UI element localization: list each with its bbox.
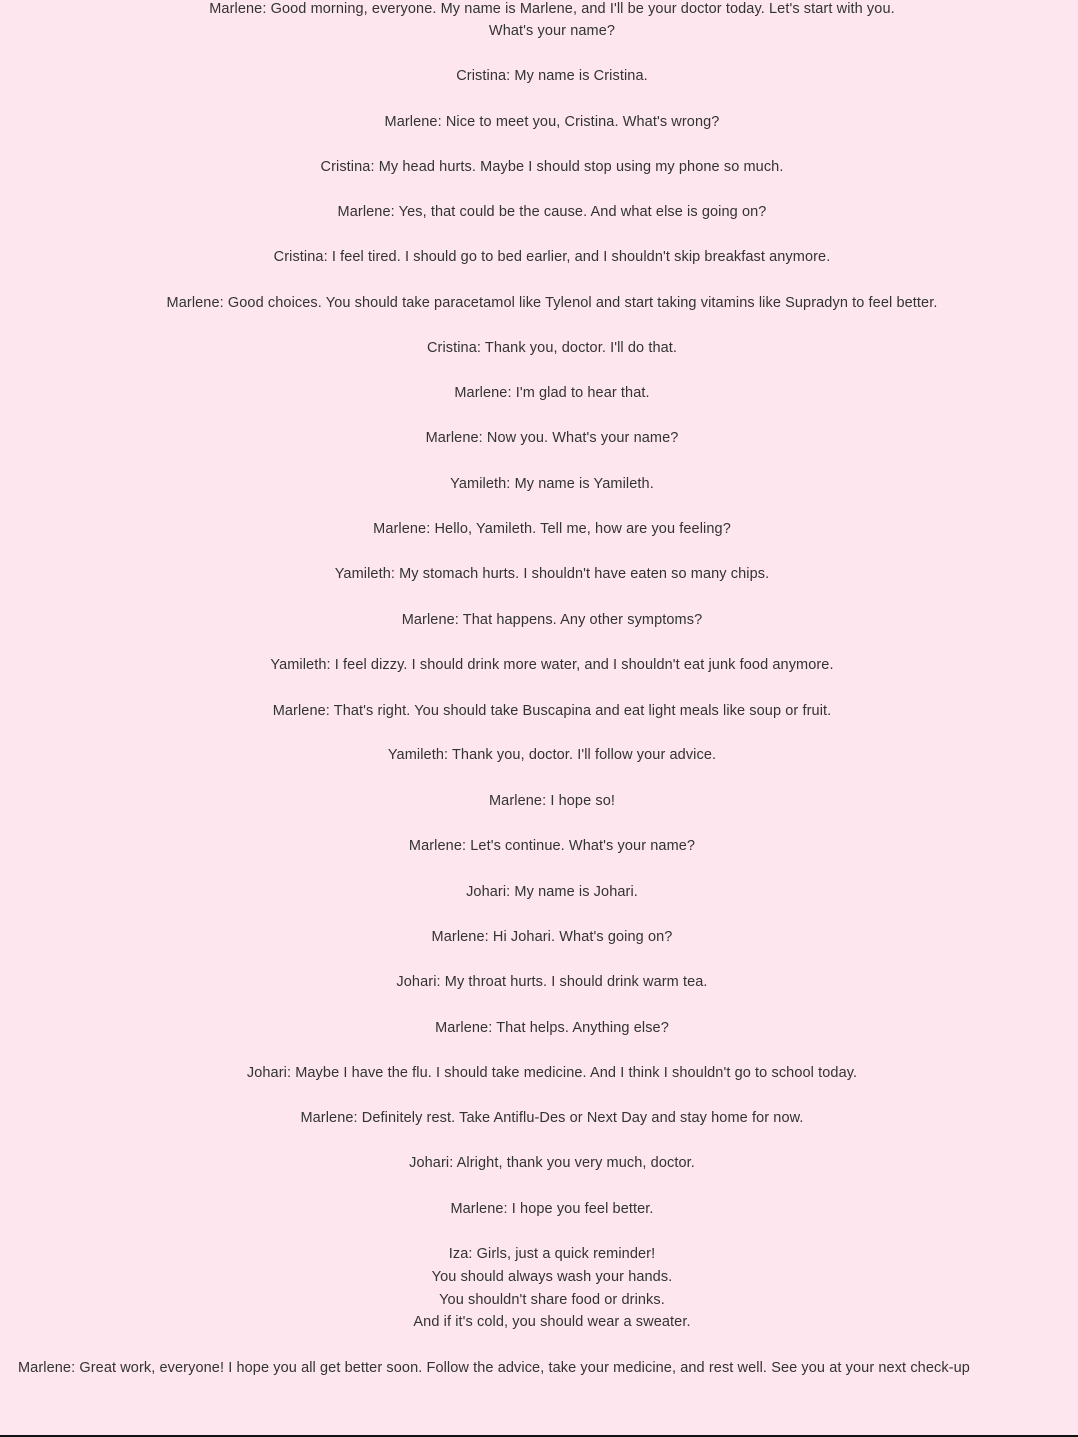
dialogue-line: Cristina: My head hurts. Maybe I should stop using my phone so much. <box>320 159 784 175</box>
dialogue-line: Marlene: I'm glad to hear that. <box>454 385 650 401</box>
dialogue-line: Marlene: Hello, Yamileth. Tell me, how are you feeling? <box>373 521 731 537</box>
dialogue-line: Cristina: My name is Cristina. <box>456 68 648 84</box>
dialogue-line: Marlene: I hope so! <box>488 793 616 809</box>
dialogue-line: Johari: Maybe I have the flu. I should take medicine. And I think I shouldn't go to school today. <box>246 1065 858 1081</box>
dialogue-line: Yamileth: My stomach hurts. I shouldn't have eaten so many chips. <box>334 566 770 582</box>
dialogue-line: Marlene: That helps. Anything else? <box>435 1020 669 1036</box>
dialogue-line: Marlene: Definitely rest. Take Antiflu-Des or Next Day and stay home for now. <box>300 1110 804 1126</box>
dialogue-line: You should always wash your hands. <box>431 1269 673 1285</box>
dialogue-line: Marlene: That's right. You should take Buscapina and eat light meals like soup or fruit. <box>272 703 832 719</box>
dialogue-line: Johari: My name is Johari. <box>466 884 638 900</box>
dialogue-line: Yamileth: I feel dizzy. I should drink more water, and I shouldn't eat junk food anymore. <box>270 657 834 673</box>
dialogue-line: Marlene: That happens. Any other symptoms? <box>401 612 703 628</box>
dialogue-line: Johari: Alright, thank you very much, doctor. <box>409 1155 695 1171</box>
dialogue-line: What's your name? <box>488 23 616 39</box>
dialogue-line: Marlene: Now you. What's your name? <box>425 430 679 446</box>
dialogue-line: Marlene: Yes, that could be the cause. And what else is going on? <box>337 204 767 220</box>
dialogue-line: Marlene: Good morning, everyone. My name is Marlene, and I'll be your doctor today. Let's start with you. <box>209 1 895 17</box>
dialogue-line: Johari: My throat hurts. I should drink warm tea. <box>396 974 708 990</box>
dialogue-line: And if it's cold, you should wear a sweater. <box>413 1314 691 1330</box>
dialogue-line: Marlene: Good choices. You should take paracetamol like Tylenol and start taking vitamins like Supradyn to feel better. <box>166 295 938 311</box>
dialogue-line: Yamileth: Thank you, doctor. I'll follow your advice. <box>387 747 717 763</box>
dialogue-line: You shouldn't share food or drinks. <box>439 1292 665 1308</box>
dialogue-line: Cristina: Thank you, doctor. I'll do that. <box>426 340 678 356</box>
dialogue-line: Marlene: I hope you feel better. <box>450 1201 654 1217</box>
dialogue-line: Yamileth: My name is Yamileth. <box>450 476 654 492</box>
dialogue-line: Iza: Girls, just a quick reminder! <box>448 1246 656 1262</box>
dialogue-line: Cristina: I feel tired. I should go to bed earlier, and I shouldn't skip breakfast anymore. <box>273 249 831 265</box>
dialogue-line: Marlene: Let's continue. What's your name? <box>408 838 696 854</box>
dialogue-line: Marlene: Great work, everyone! I hope you all get better soon. Follow the advice, take your medicine, and rest well. See you at your next check-up <box>18 1360 970 1376</box>
dialogue-line: Marlene: Hi Johari. What's going on? <box>431 929 673 945</box>
dialogue-line: Marlene: Nice to meet you, Cristina. What's wrong? <box>384 114 720 130</box>
